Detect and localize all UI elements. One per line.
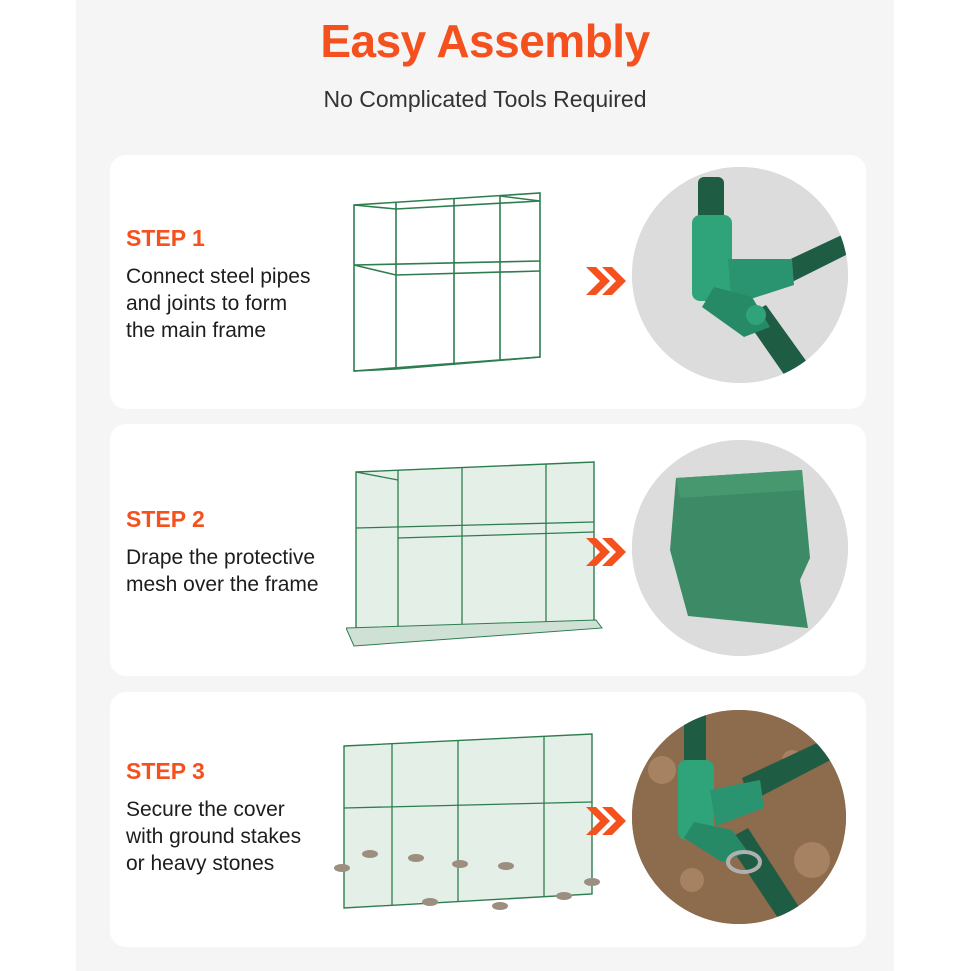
chevron-double-right-icon <box>586 536 628 568</box>
secured-greenhouse-illustration <box>330 730 602 930</box>
step-card-3 <box>110 692 866 947</box>
step-description-line: Connect steel pipes <box>126 265 311 288</box>
joint-detail-image <box>632 167 848 383</box>
step-card-2 <box>110 424 866 676</box>
page-subtitle: No Complicated Tools Required <box>323 86 647 112</box>
step-card-1 <box>110 155 866 409</box>
step-description-line: with ground stakes <box>126 825 302 848</box>
step-label: STEP 3 <box>126 758 205 784</box>
step-label: STEP 1 <box>126 225 205 251</box>
ground-stake-detail-image <box>632 710 846 924</box>
step-description <box>126 544 346 598</box>
page-title: Easy Assembly <box>320 15 650 67</box>
step-description-line: the main frame <box>126 319 267 342</box>
step-description-line: Drape the protective <box>126 546 316 569</box>
chevron-double-right-icon <box>586 805 628 837</box>
step-description <box>126 796 346 877</box>
step-description-line: mesh over the frame <box>126 573 319 596</box>
mesh-detail-image <box>632 440 848 656</box>
step-label: STEP 2 <box>126 506 205 532</box>
step-description-line: and joints to form <box>126 292 288 315</box>
frame-illustration <box>340 187 550 383</box>
step-description <box>126 263 346 344</box>
chevron-double-right-icon <box>586 265 628 297</box>
step-description-line: or heavy stones <box>126 852 275 875</box>
step-description-line: Secure the cover <box>126 798 285 821</box>
covered-frame-illustration <box>346 458 606 648</box>
